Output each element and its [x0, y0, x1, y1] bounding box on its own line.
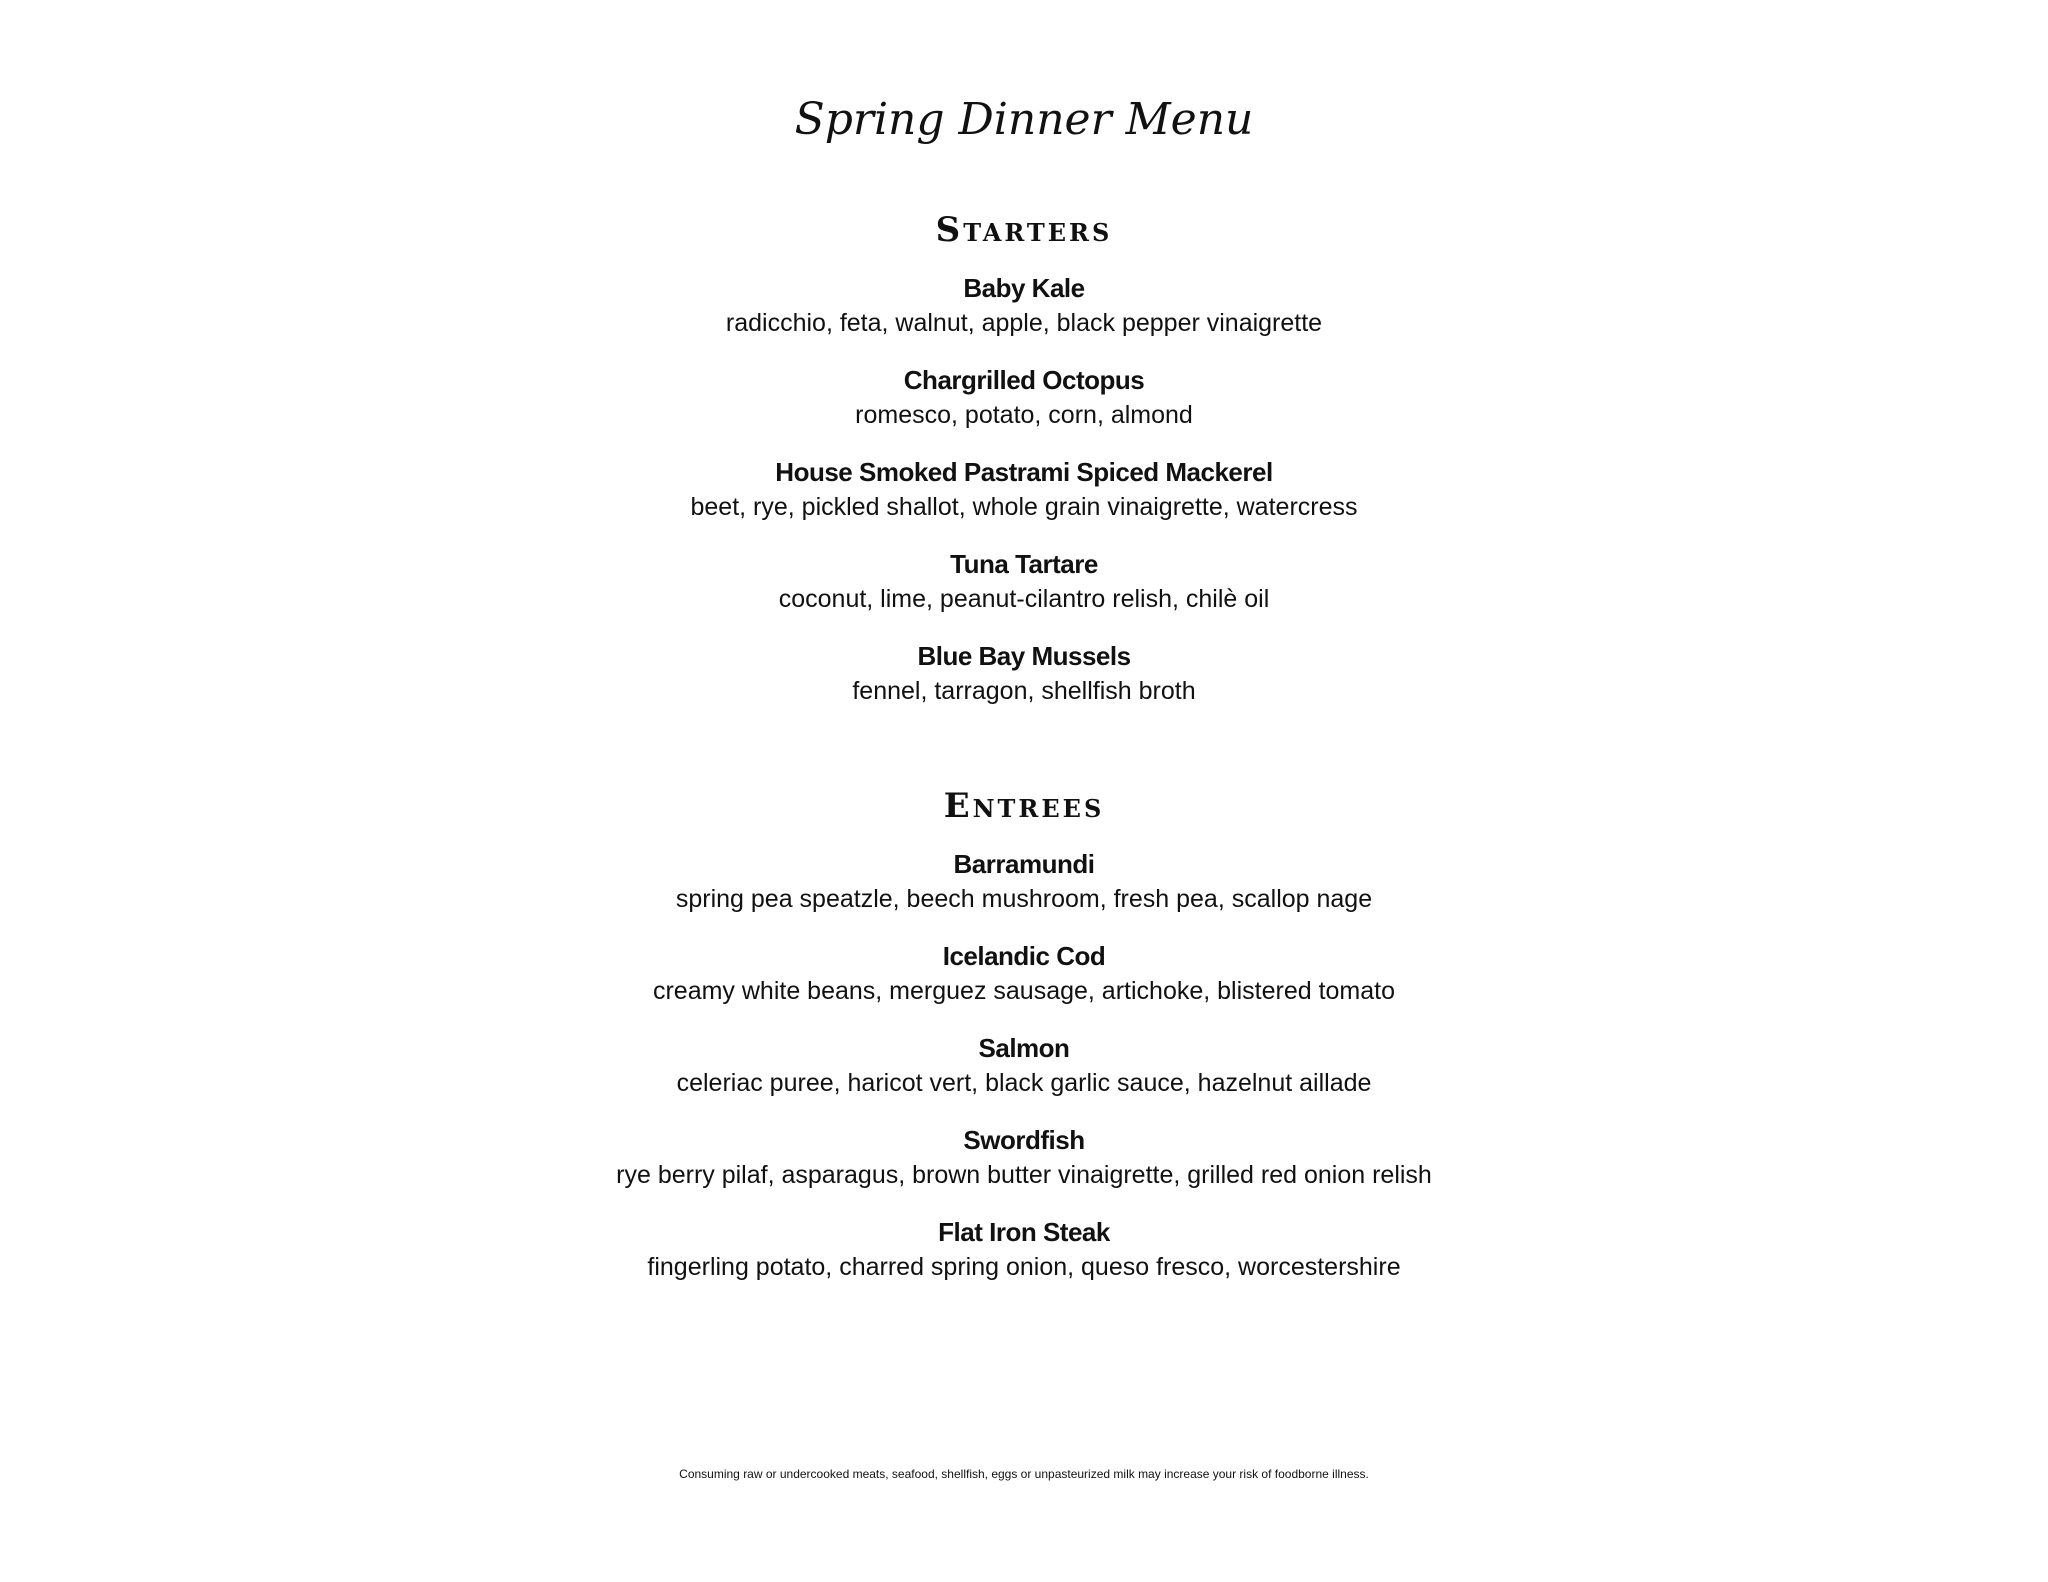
menu-item-name: Icelandic Cod — [942, 941, 1106, 971]
menu-item-description: celeriac puree, haricot vert, black garlic sauce, hazelnut aillade — [676, 1069, 1372, 1097]
menu-item — [0, 1030, 2048, 1100]
menu-item — [0, 270, 2048, 340]
menu-item-description: spring pea speatzle, beech mushroom, fresh pea, scallop nage — [675, 885, 1373, 913]
section-heading-entrees: Entrees — [943, 786, 1105, 826]
entrees-section — [0, 786, 2048, 1306]
menu-item — [0, 1122, 2048, 1192]
menu-item — [0, 1214, 2048, 1284]
menu-item-name: Barramundi — [953, 849, 1095, 879]
menu-item — [0, 454, 2048, 524]
section-heading-starters: Starters — [935, 210, 1113, 250]
menu-item — [0, 546, 2048, 616]
starters-section — [0, 210, 2048, 730]
menu-item-description: radicchio, feta, walnut, apple, black pepper vinaigrette — [725, 309, 1323, 337]
menu-item-name: Blue Bay Mussels — [917, 641, 1131, 671]
menu-item — [0, 362, 2048, 432]
menu-item-name: Swordfish — [963, 1125, 1085, 1155]
menu-item-name: Salmon — [978, 1033, 1070, 1063]
menu-item-description: rye berry pilaf, asparagus, brown butter vinaigrette, grilled red onion relish — [616, 1161, 1432, 1189]
menu-item-name: Chargrilled Octopus — [903, 365, 1145, 395]
menu-item — [0, 846, 2048, 916]
menu-item-description: romesco, potato, corn, almond — [855, 401, 1193, 429]
menu-item — [0, 638, 2048, 708]
foodborne-illness-disclaimer: Consuming raw or undercooked meats, seafood, shellfish, eggs or unpasteurized milk may increase your risk of foodborne illness. — [679, 1467, 1369, 1481]
menu-item-name: Tuna Tartare — [950, 549, 1098, 579]
menu-item-description: fingerling potato, charred spring onion, queso fresco, worcestershire — [647, 1253, 1401, 1281]
menu-title: Spring Dinner Menu — [794, 94, 1254, 145]
menu-item-name: Baby Kale — [963, 273, 1085, 303]
menu-item-description: fennel, tarragon, shellfish broth — [852, 677, 1196, 705]
menu-item-description: beet, rye, pickled shallot, whole grain vinaigrette, watercress — [690, 493, 1358, 521]
menu-item-name: Flat Iron Steak — [938, 1217, 1110, 1247]
menu-item — [0, 938, 2048, 1008]
menu-item-description: creamy white beans, merguez sausage, artichoke, blistered tomato — [652, 977, 1396, 1005]
menu-item-description: coconut, lime, peanut-cilantro relish, chilè oil — [778, 585, 1270, 613]
menu-item-name: House Smoked Pastrami Spiced Mackerel — [775, 457, 1273, 487]
